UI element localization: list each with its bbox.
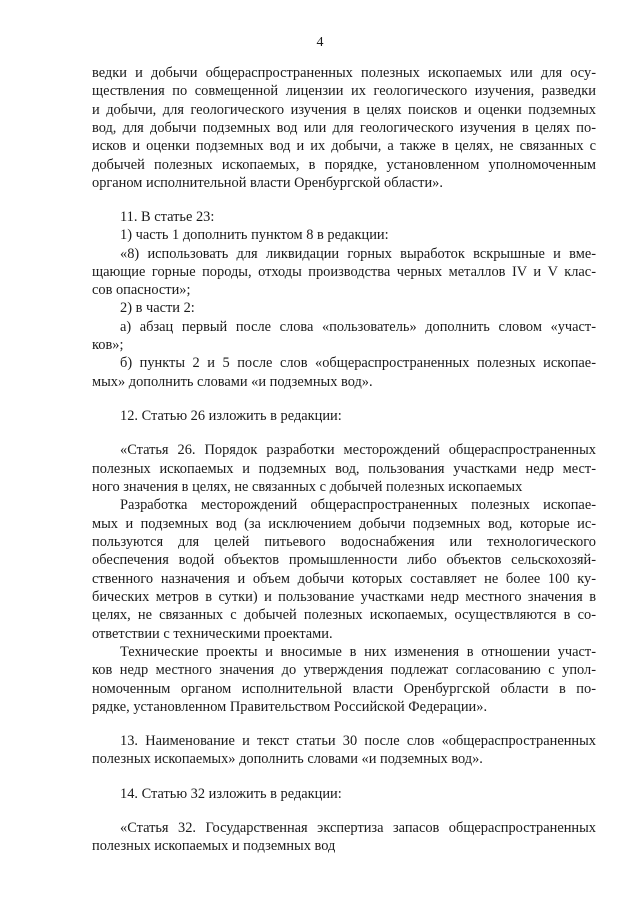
text-line: ществления по совмещенной лицензии их геологического изучения, разведки [92,83,596,99]
text-line: целях, не связанных с добычей полезных ископаемых, осуществляются в со- [92,607,596,623]
text-line: ответствии с техническими проектами. [92,626,333,642]
text-line: «8) использовать для ликвидации горных выработок вскрышные и вме- [120,246,596,262]
text-line: добычей полезных ископаемых, в порядке, установленном уполномоченным [92,157,596,173]
text-line: 1) часть 1 дополнить пунктом 8 в редакции: [120,227,389,243]
text-line: 14. Статью 32 изложить в редакции: [120,786,342,802]
text-line: ного значения в целях, не связанных с добычей полезных ископаемых [92,479,523,495]
text-line: щающие горные породы, отходы производства черных металлов IV и V клас- [92,264,596,280]
text-line: полезных ископаемых и подземных вод, пользования участками недр мест- [92,461,596,477]
text-line: органом исполнительной власти Оренбургской области». [92,175,443,191]
text-line: мых» дополнить словами «и подземных вод». [92,374,373,390]
text-line: 12. Статью 26 изложить в редакции: [120,408,342,424]
text-line: ков недр местного значения до утверждения подлежат согласованию с упол- [92,662,596,678]
text-line: «Статья 32. Государственная экспертиза запасов общераспространенных [120,820,596,836]
text-line: обеспечения водой объектов промышленности либо объектов сельскохозяй- [92,552,596,568]
text-line: полезных ископаемых» дополнить словами «и подземных вод». [92,751,483,767]
text-line: Разработка месторождений общераспространенных полезных ископае- [120,497,596,513]
text-line: 13. Наименование и текст статьи 30 после слов «общераспространенных [120,733,596,749]
text-line: и добычи, для геологического изучения в целях поисков и оценки подземных [92,102,596,118]
text-line: номоченным органом исполнительной власти Оренбургской области в по- [92,681,596,697]
text-line: мых и подземных вод (за исключением добычи подземных вод, которые ис- [92,516,596,532]
text-line: 11. В статье 23: [120,209,215,225]
text-line: рядке, установленном Правительством Российской Федерации». [92,699,488,715]
page-number: 4 [316,35,324,50]
text-line: бических метров в сутки) и пользование участками недр местного значения в [92,589,596,605]
text-line: «Статья 26. Порядок разработки месторождений общераспространенных [120,442,596,458]
text-line: ведки и добычи общераспространенных полезных ископаемых или для осу- [92,65,596,81]
text-line: исков и оценки подземных вод и их добычи, а также в целях, не связанных с [92,138,596,154]
text-line: а) абзац первый после слова «пользователь» дополнить словом «участ- [120,319,596,335]
text-line: 2) в части 2: [120,300,195,316]
text-line: ственного назначения и объем добычи которых составляет не более 100 ку- [92,571,596,587]
text-line: б) пункты 2 и 5 после слов «общераспространенных полезных ископае- [120,355,596,371]
text-line: ков»; [92,337,124,353]
text-line: Технические проекты и вносимые в них изменения в отношении участ- [120,644,596,660]
text-line: сов опасности»; [92,282,191,298]
text-line: вод, для добычи подземных вод или для геологического изучения в целях по- [92,120,596,136]
text-line: полезных ископаемых и подземных вод [92,838,336,854]
text-line: пользуются для целей питьевого водоснабжения или технологического [92,534,596,550]
